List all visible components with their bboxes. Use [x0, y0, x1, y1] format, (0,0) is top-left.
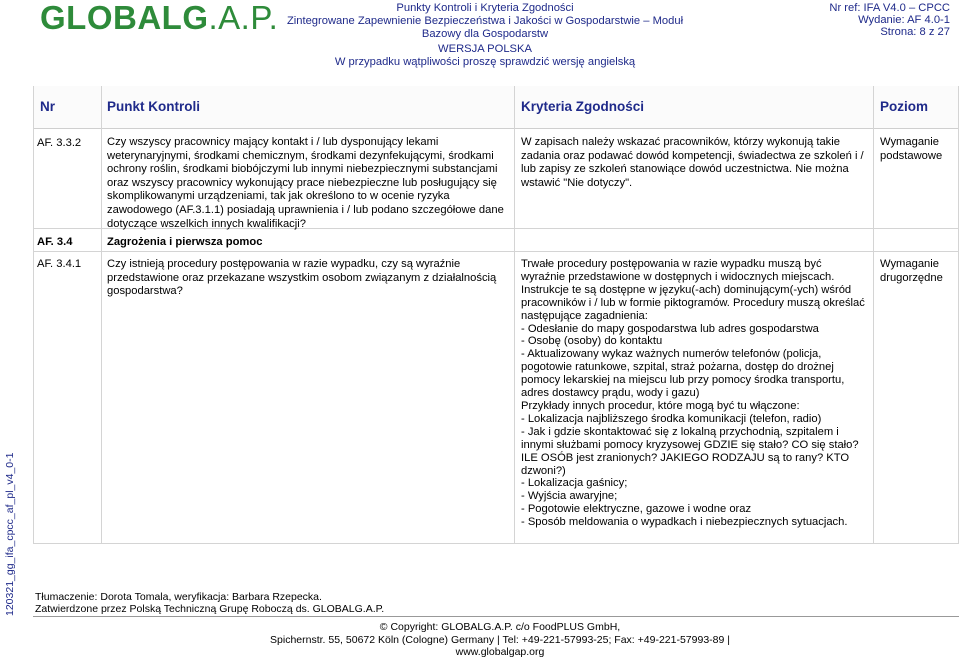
- criteria-line: pogotowie ratunkowe, szpital, straż pożarna, dostęp do drożnej: [521, 361, 834, 374]
- section-number: AF. 3.4: [37, 236, 73, 248]
- criteria-line: - Lokalizacja gaśnicy;: [521, 477, 628, 490]
- footer-website[interactable]: www.globalgap.org: [455, 646, 545, 658]
- footer-translation: Tłumaczenie: Dorota Tomala, weryfikacja: Barbara Rzepecka.: [35, 591, 322, 603]
- logo-main: GLOBALG: [40, 0, 209, 36]
- compliance-criteria-text: [521, 258, 873, 529]
- control-point-text: Czy istnieją procedury postępowania w razie wypadku, czy są wyraźnie przedstawione oraz przekazane wszystkim osobom związanym z działalnością gospodarstwa?: [107, 258, 497, 298]
- criteria-line: - Jak i gdzie skontaktować się z lokalną przychodnią, szpitalem i: [521, 425, 839, 438]
- criteria-line: - Wyjścia awaryjne;: [521, 490, 618, 503]
- criteria-line: Trwałe procedury postępowania w razie wypadku muszą być: [521, 258, 822, 270]
- column-header-level: Poziom: [880, 99, 929, 114]
- criteria-line: adres dostawcy prądu, wody i gazu): [521, 387, 700, 400]
- footer-copyright: © Copyright: GLOBALG.A.P. c/o FoodPLUS GmbH,: [379, 621, 621, 633]
- row-number: AF. 3.4.1: [37, 258, 82, 270]
- grid-line: [514, 86, 515, 544]
- footer-address: Spichernstr. 55, 50672 Köln (Cologne) Germany | Tel: +49-221-57993-25; Fax: +49-221-57993-89 |: [270, 634, 730, 646]
- doc-edition: Wydanie: AF 4.0-1: [858, 14, 950, 26]
- doc-title: Punkty Kontroli i Kryteria Zgodności: [396, 2, 574, 14]
- doc-subtitle: Zintegrowane Zapewnienie Bezpieczeństwa i Jakości w Gospodarstwie – Moduł Bazowy dla Gospodarstw: [286, 15, 684, 40]
- row-number: AF. 3.3.2: [37, 137, 82, 149]
- grid-line: [958, 86, 959, 544]
- grid-line: [33, 543, 959, 544]
- globalgap-logo: [40, 0, 278, 36]
- criteria-line: wyraźnie przedstawione w dostępnych i widocznych miejscach.: [521, 270, 835, 283]
- level-text: Wymaganie podstawowe: [880, 136, 943, 162]
- criteria-line: - Odesłanie do mapy gospodarstwa lub adres gospodarstwa: [521, 322, 819, 335]
- criteria-line: - Osobę (osoby) do kontaktu: [521, 335, 663, 348]
- footer-approval: Zatwierdzone przez Polską Techniczną Grupę Roboczą ds. GLOBALG.A.P.: [35, 603, 385, 615]
- section-title: Zagrożenia i pierwsza pomoc: [107, 236, 263, 248]
- criteria-line: - Aktualizowany wykaz ważnych numerów telefonów (policja,: [521, 348, 822, 361]
- criteria-line: pomocy lekarskiej na miejscu lub przy pomocy środka transportu,: [521, 374, 845, 387]
- column-header-criteria: Kryteria Zgodności: [521, 99, 645, 114]
- criteria-line: - Sposób meldowania o wypadkach i niebezpiecznych sytuacjach.: [521, 516, 848, 529]
- doc-ref: Nr ref: IFA V4.0 – CPCC: [829, 2, 950, 14]
- logo-tail: .A.P.: [208, 0, 279, 36]
- grid-line: [101, 86, 102, 544]
- compliance-criteria-text: W zapisach należy wskazać pracowników, którzy wykonują takie zadania oraz podawać dowód kompetencji, świadectwa ze szkoleń i / lub zapisy ze szkoleń stanowiące dowód uczestnictwa. Nie można wstawić "Nie dotyczy".: [521, 136, 864, 189]
- criteria-line: ILE OSÓB jest zranionych? JAKIEGO RODZAJU są to rany? KTO: [521, 451, 850, 464]
- criteria-line: - Pogotowie elektryczne, gazowe i wodne oraz: [521, 503, 752, 516]
- criteria-line: następujące zagadnienia:: [521, 309, 648, 322]
- criteria-line: pracowników i / lub w formie piktogramów. Procedury muszą określać: [521, 296, 865, 309]
- grid-line: [33, 251, 959, 252]
- criteria-line: innymi służbami pomocy kryzysowej GDZIE się stało? CO się stało?: [521, 438, 859, 451]
- criteria-line: - Lokalizacja najbliższego środka komunikacji (telefon, radio): [521, 412, 822, 425]
- grid-line: [873, 86, 874, 544]
- criteria-line: Instrukcje te są dostępne w języku(-ach) dominującym(-ych) wśród: [521, 283, 852, 296]
- page-number: Strona: 8 z 27: [880, 26, 950, 38]
- version-note: W przypadku wątpliwości proszę sprawdzić wersję angielską: [334, 56, 636, 68]
- column-header-control-point: Punkt Kontroli: [107, 99, 200, 114]
- criteria-line: Przykłady innych procedur, które mogą być tu włączone:: [521, 399, 800, 412]
- version-label: WERSJA POLSKA: [438, 43, 532, 55]
- column-header-nr: Nr: [40, 99, 56, 114]
- footer-divider: [33, 616, 959, 617]
- control-point-text: Czy wszyscy pracownicy mający kontakt i / lub dysponujący lekami weterynaryjnymi, środkami chemicznym, środkami dezynfekującymi, środkami ochrony roślin, środkami biobójczymi lub innymi niebezpiecznymi substancjami oraz wszyscy pracownicy wykonujący prace niebezpieczne lub posługujący się skomplikowanymi urządzeniami, tak jak określono to w ocenie ryzyka zawodowego (AF.3.1.1) posiadają uprawnienia i / lub podano szczegółowe dane dotyczące wszelkich innych kwalifikacji?: [107, 136, 504, 230]
- document-code: 120321_gg_ifa_cpcc_af_pl_v4_0-1: [4, 452, 16, 616]
- level-text: Wymaganie drugorzędne: [880, 258, 943, 284]
- grid-line: [33, 86, 34, 544]
- criteria-line: dzwoni?): [521, 464, 566, 477]
